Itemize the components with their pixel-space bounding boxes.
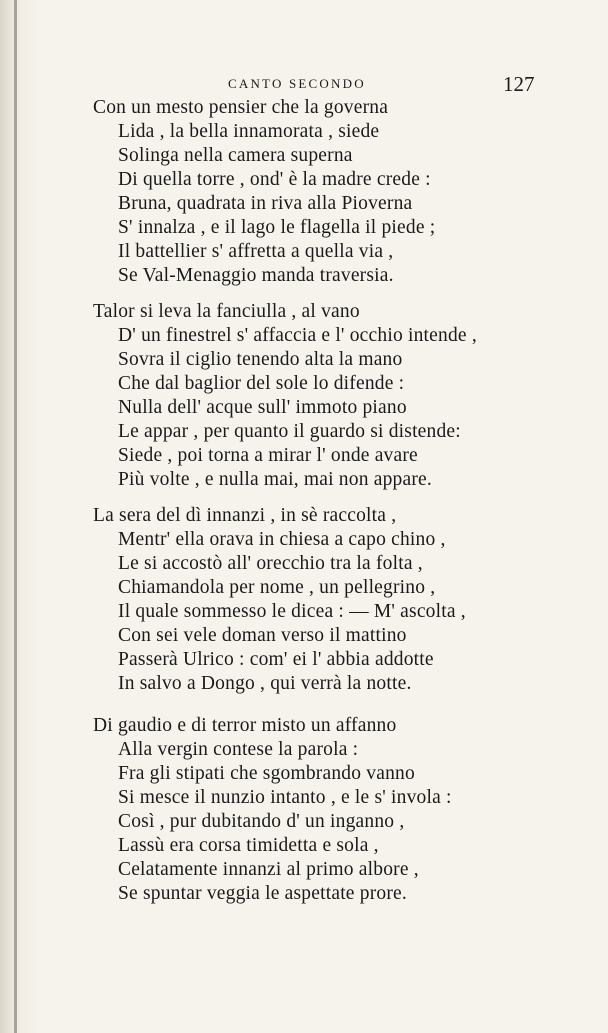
page-number: 127 [503, 72, 535, 96]
verse-line: Talor si leva la fanciulla , al vano [93, 301, 360, 322]
verse-line: Alla vergin contese la parola : [118, 739, 359, 760]
verse-line: D' un finestrel s' affaccia e l' occhio intende , [118, 325, 477, 346]
verse-line: Bruna, quadrata in riva alla Pioverna [118, 193, 413, 214]
running-title: CANTO SECONDO [228, 76, 366, 91]
verse-line: Se Val-Menaggio manda traversia. [118, 265, 394, 286]
verse-line: Solinga nella camera superna [118, 145, 353, 166]
page-header [0, 72, 608, 96]
verse-line: Di gaudio e di terror misto un affanno [93, 715, 397, 736]
verse-line: In salvo a Dongo , qui verrà la notte. [118, 673, 412, 694]
verse-line: Lida , la bella innamorata , siede [118, 121, 380, 142]
verse-line: Così , pur dubitando d' un inganno , [118, 811, 405, 832]
verse-line: Mentr' ella orava in chiesa a capo chino , [118, 529, 446, 550]
verse-line: Più volte , e nulla mai, mai non appare. [118, 469, 432, 490]
verse-line: Sovra il ciglio tenendo alta la mano [118, 349, 403, 370]
verse-line: Passerà Ulrico : com' ei l' abbia addotte [118, 649, 434, 670]
page-spine-edge [14, 0, 17, 1033]
verse-line: Le si accostò all' orecchio tra la folta , [118, 553, 423, 574]
verse-line: Siede , poi torna a mirar l' onde avare [118, 445, 418, 466]
verse-line: Lassù era corsa timidetta e sola , [118, 835, 379, 856]
verse-line: Se spuntar veggia le aspettate prore. [118, 883, 407, 904]
verse-line: Chiamandola per nome , un pellegrino , [118, 577, 436, 598]
verse-line: Si mesce il nunzio intanto , e le s' invola : [118, 787, 452, 808]
verse-line: La sera del dì innanzi , in sè raccolta , [93, 505, 397, 526]
verse-line: Le appar , per quanto il guardo si distende: [118, 421, 461, 442]
verse-line: Con un mesto pensier che la governa [93, 97, 389, 118]
verse-line: Che dal baglior del sole lo difende : [118, 373, 405, 394]
verse-line: Nulla dell' acque sull' immoto piano [118, 397, 407, 418]
verse-line: S' innalza , e il lago le flagella il piede ; [118, 217, 436, 238]
verse-line: Di quella torre , ond' è la madre crede : [118, 169, 431, 190]
verse-line: Fra gli stipati che sgombrando vanno [118, 763, 415, 784]
verse-line: Il battellier s' affretta a quella via , [118, 241, 394, 262]
verse-line: Il quale sommesso le dicea : — M' ascolta , [118, 601, 466, 622]
verse-line: Con sei vele doman verso il mattino [118, 625, 407, 646]
verse-line: Celatamente innanzi al primo albore , [118, 859, 419, 880]
